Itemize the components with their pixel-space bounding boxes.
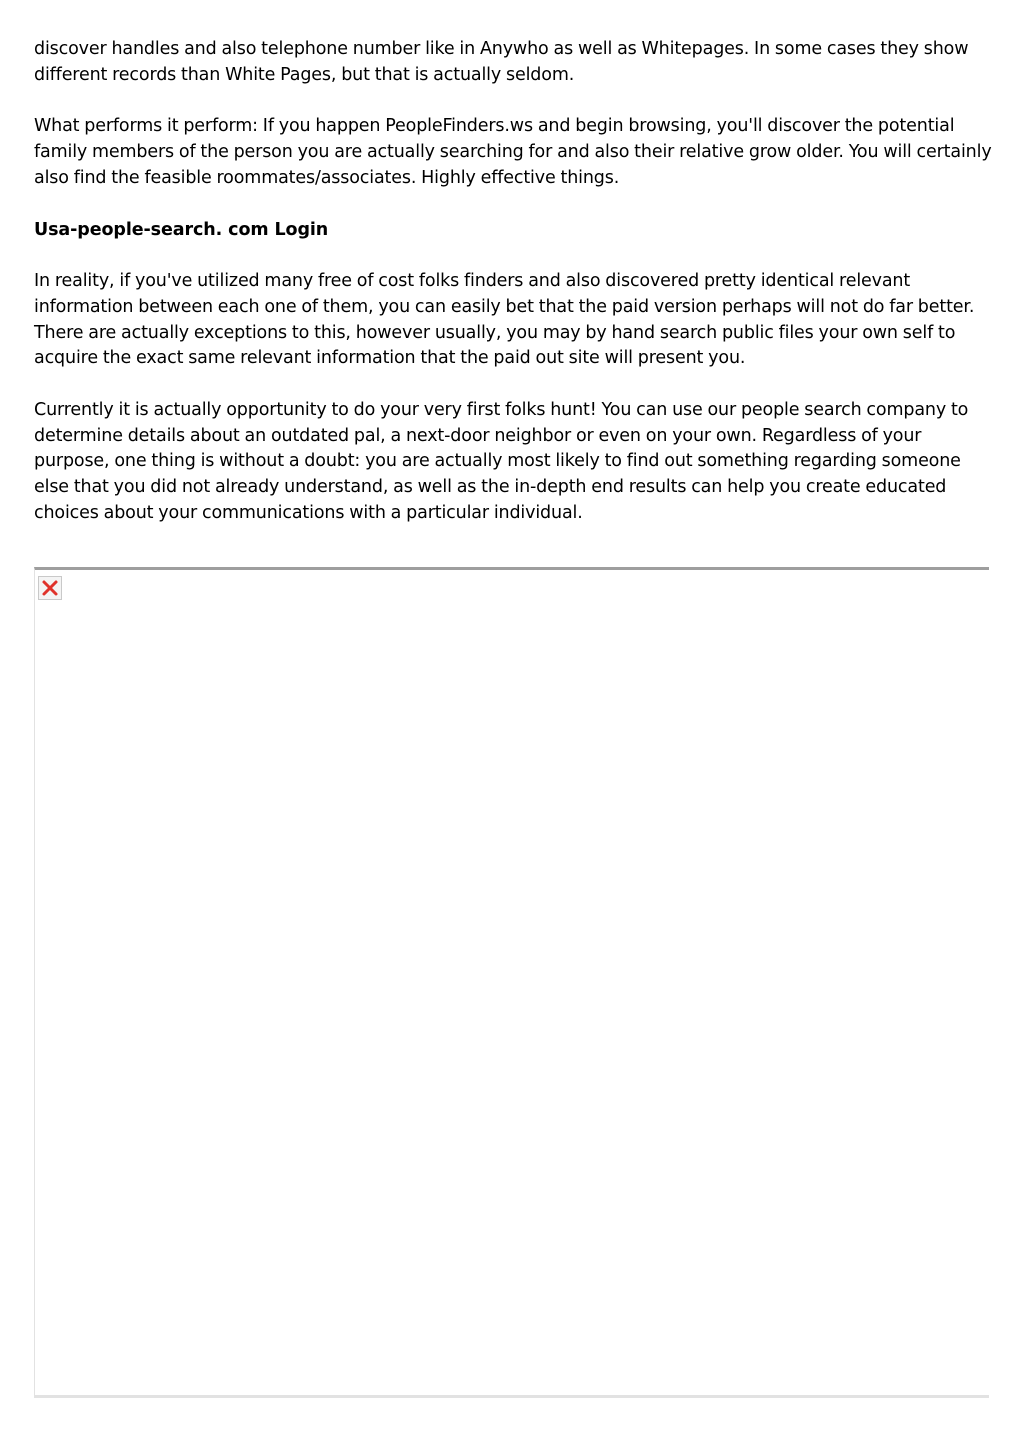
paragraph-2: What performs it perform: If you happen PeopleFinders.ws and begin browsing, you'll discover the potential family members of the person you are actually searching for and also their relative grow older. You will certainly also find the feasible roommates/associates. Highly effective things. — [34, 116, 992, 188]
embedded-image-frame — [34, 567, 989, 1398]
article-body — [34, 37, 992, 553]
section-heading: Usa-people-search. com Login — [34, 219, 329, 240]
paragraph-3: In reality, if you've utilized many free of cost folks finders and also discovered pretty identical relevant information between each one of them, you can easily bet that the paid version perhaps will not do far better. There are actually exceptions to this, however usually, you may by hand search public files your own self to acquire the exact same relevant information that the paid out site will present you. — [34, 271, 975, 369]
broken-image-icon — [38, 576, 62, 600]
paragraph-4: Currently it is actually opportunity to do your very first folks hunt! You can use our people search company to determine details about an outdated pal, a next-door neighbor or even on your own. Regardless of your purpose, one thing is without a doubt: you are actually most likely to find out something regarding someone else that you did not already understand, as well as the in-depth end results can help you create educated choices about your communications with a particular individual. — [34, 400, 969, 523]
paragraph-1: discover handles and also telephone number like in Anywho as well as Whitepages. In some cases they show different records than White Pages, but that is actually seldom. — [34, 39, 969, 85]
